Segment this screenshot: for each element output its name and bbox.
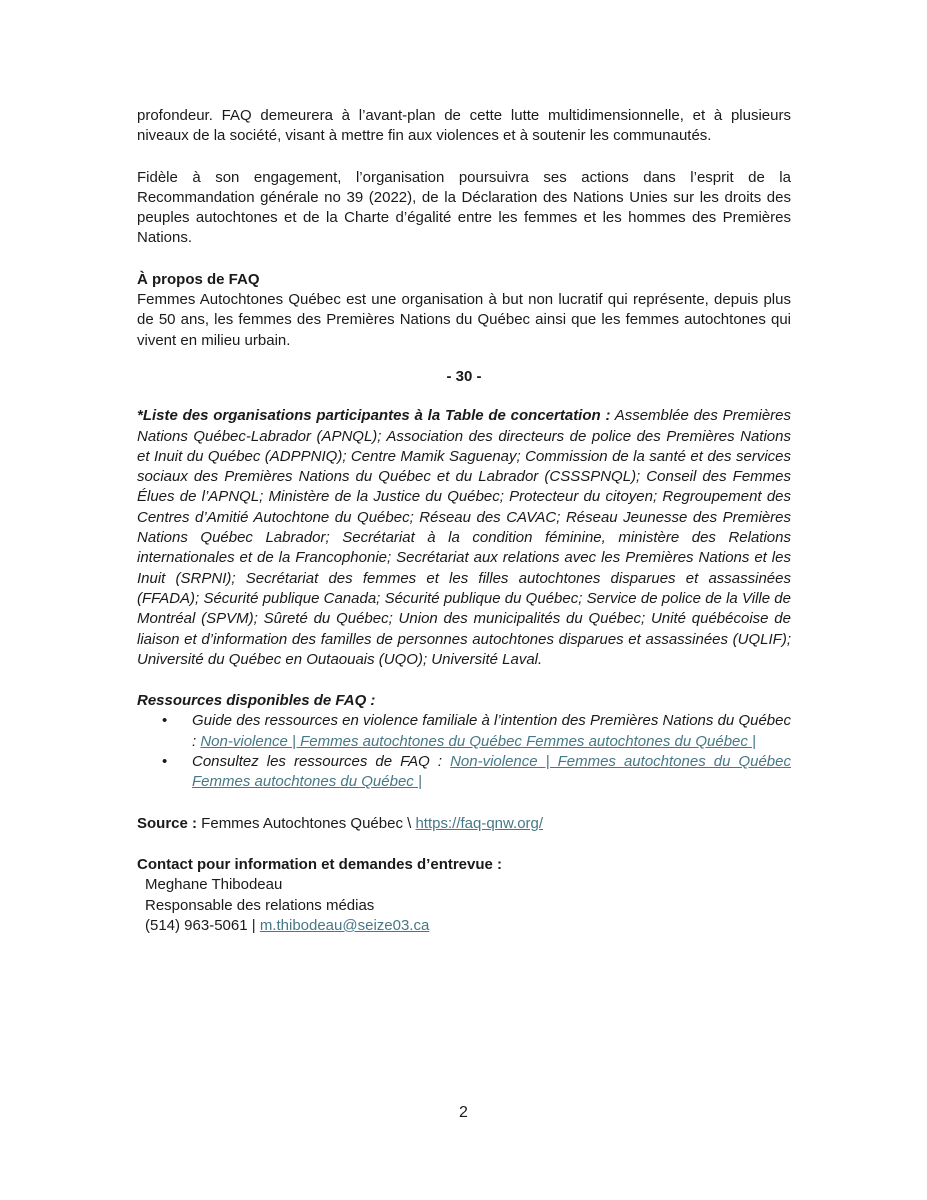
- contact-email-link[interactable]: m.thibodeau@seize03.ca: [259, 916, 430, 934]
- source-line: [137, 814, 791, 834]
- participants-paragraph: [137, 406, 791, 670]
- source-label: Source :: [137, 814, 198, 832]
- resources-heading: Ressources disponibles de FAQ :: [137, 692, 376, 710]
- document-body: [137, 106, 791, 936]
- list-item: [137, 752, 791, 793]
- resource-link[interactable]: Non-violence | Femmes autochtones du Québec Femmes autochtones du Québec |: [200, 732, 756, 750]
- participants-list: Assemblée des Premières Nations Québec-Labrador (APNQL); Association des directeurs de police des Premières Nations et Inuit du Québec (ADPPNIQ); Centre Mamik Saguenay; Commission de la santé et des services sociaux des Premières Nations du Québec et du Labrador (CSSSPNQL); Conseil des Femmes Élues de l’APNQL; Ministère de la Justice du Québec; Protecteur du citoyen; Regroupement des Centres d’Amitié Autochtone du Québec; Réseau des CAVAC; Réseau Jeunesse des Premières Nations Québec Labrador; Secrétariat à la condition féminine, ministère des Relations internationales et de la Francophonie; Secrétariat aux relations avec les Premières Nations et les Inuit (SRPNI); Secrétariat des femmes et les filles autochtones disparues et assassinées (FFADA); Sécurité publique Canada; Sécurité publique du Québec; Service de police de la Ville de Montréal (SPVM); Sûreté du Québec; Union des municipalités du Québec; Unité québécoise de liaison et d’information des familles de personnes autochtones disparues et assassinées (UQLIF); Université du Québec en Outaouais (UQO); Université Laval.: [137, 407, 792, 668]
- about-text: Femmes Autochtones Québec est une organisation à but non lucratif qui représente, depuis plus de 50 ans, les femmes des Premières Nations du Québec ainsi que les femmes autochtones qui vivent en milieu urbain.: [137, 291, 791, 349]
- contact-name: Meghane Thibodeau: [145, 876, 283, 894]
- end-marker: - 30 -: [446, 367, 482, 385]
- list-item: [137, 711, 791, 752]
- intro-paragraph-2: Fidèle à son engagement, l’organisation poursuivra ses actions dans l’esprit de la Recommandation générale no 39 (2022), de la Déclaration des Nations Unies sur les droits des peuples autochtones et de la Charte d’égalité entre les femmes et les hommes des Premières Nations.: [137, 168, 791, 247]
- resource-text: Consultez les ressources de FAQ :: [192, 753, 451, 771]
- contact-heading: Contact pour information et demandes d’entrevue :: [137, 855, 503, 873]
- bullet-icon: •: [162, 712, 168, 730]
- contact-details: [137, 916, 791, 936]
- contact-role: Responsable des relations médias: [145, 896, 375, 914]
- source-link[interactable]: https://faq-qnw.org/: [415, 814, 544, 832]
- intro-paragraph-1: profondeur. FAQ demeurera à l’avant-plan de cette lutte multidimensionnelle, et à plusieurs niveaux de la société, visant à mettre fin aux violences et à soutenir les communautés.: [137, 107, 791, 145]
- page-number: 2: [459, 1104, 468, 1121]
- about-heading: À propos de FAQ: [137, 270, 260, 288]
- bullet-icon: •: [162, 753, 168, 771]
- resource-link[interactable]: Non-violence | Femmes autochtones du Québec Femmes autochtones du Québec |: [192, 753, 791, 791]
- contact-phone: (514) 963-5061 |: [145, 916, 260, 934]
- resource-text: Guide des ressources en violence familiale à l’intention des Premières Nations du Québec :: [192, 712, 791, 750]
- resources-list: [137, 711, 791, 792]
- participants-label: *Liste des organisations participantes à la Table de concertation :: [137, 407, 611, 425]
- source-text: Femmes Autochtones Québec \: [197, 814, 416, 832]
